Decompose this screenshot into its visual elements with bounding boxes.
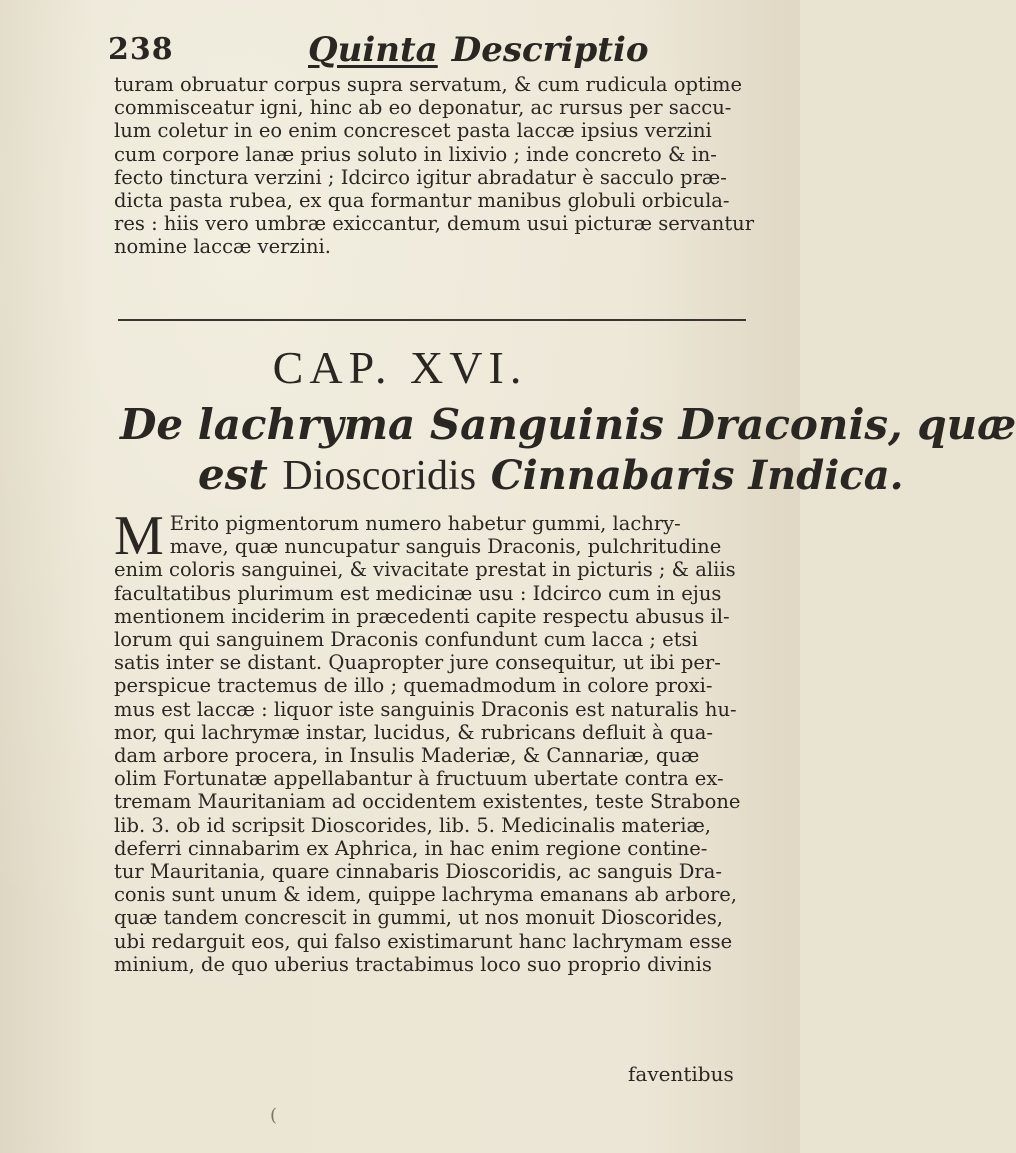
stray-mark: ( xyxy=(270,1105,278,1126)
section-title-line-2 xyxy=(114,450,904,501)
chapter-heading: CAP. XVI. xyxy=(272,342,528,393)
text-line: conis sunt unum & idem, quippe lachryma emanans ab arbore, xyxy=(114,883,738,907)
top-paragraph xyxy=(114,73,755,259)
text-line: satis inter se distant. Quapropter jure consequitur, ut ibi per- xyxy=(114,651,721,675)
text-line: facultatibus plurimum est medicinæ usu : Idcirco cum in ejus xyxy=(114,581,722,605)
main-paragraph xyxy=(114,505,750,976)
text-line: mentionem inciderim in præcedenti capite respectu abusus il- xyxy=(114,604,730,628)
text-line: Erito pigmentorum numero habetur gummi, lachry- xyxy=(169,512,681,535)
page-header xyxy=(108,30,748,70)
section-title xyxy=(114,400,1016,501)
section-title-line-1: De lachryma Sanguinis Draconis, quæ xyxy=(120,400,1016,449)
text-line: enim coloris sanguinei, & vivacitate prestat in picturis ; & aliis xyxy=(114,558,736,582)
text-line: fecto tinctura verzini ; Idcirco igitur abradatur è sacculo præ- xyxy=(114,165,727,189)
text-line: cum corpore lanæ prius soluto in lixivio ; inde concreto & in- xyxy=(114,142,717,166)
text-line: lorum qui sanguinem Draconis confundunt cum lacca ; etsi xyxy=(114,628,698,652)
text-line: res : hiis vero umbræ exiccantur, demum usui picturæ servantur xyxy=(114,212,755,236)
running-title xyxy=(308,30,649,70)
running-title-word-1: Quinta xyxy=(308,30,438,70)
text-line: ubi redarguit eos, qui falso existimarunt hanc lachrymam esse xyxy=(114,929,733,953)
text-line: perspicue tractemus de illo ; quemadmodum in colore proxi- xyxy=(114,674,713,698)
page-number: 238 xyxy=(108,32,174,67)
drop-cap-initial: M xyxy=(114,505,164,567)
text-line: tur Mauritania, quare cinnabaris Dioscoridis, ac sanguis Dra- xyxy=(114,860,722,884)
text-line: lib. 3. ob id scripsit Dioscorides, lib. 5. Medicinalis materiæ, xyxy=(114,813,711,837)
catchword: faventibus xyxy=(628,1062,734,1086)
text-line: olim Fortunatæ appellabantur à fructuum ubertate contra ex- xyxy=(114,767,724,791)
text-line: dicta pasta rubea, ex qua formantur manibus globuli orbicula- xyxy=(114,189,730,213)
text-line: lum coletur in eo enim concrescet pasta laccæ ipsius verzini xyxy=(114,119,712,143)
text-line: commisceatur igni, hinc ab eo deponatur, ac rursus per saccu- xyxy=(114,96,732,120)
section-title-cinnabaris: Cinnabaris Indica. xyxy=(490,452,904,499)
text-line: deferri cinnabarim ex Aphrica, in hac enim regione contine- xyxy=(114,836,708,860)
text-line: mave, quæ nuncupatur sanguis Draconis, pulchritudine xyxy=(169,535,722,559)
section-title-dioscoridis: Dioscoridis xyxy=(282,453,477,499)
text-line: mus est laccæ : liquor iste sanguinis Draconis est naturalis hu- xyxy=(114,697,737,721)
text-line: quæ tandem concrescit in gummi, ut nos monuit Dioscorides, xyxy=(114,906,723,930)
text-line: tremam Mauritaniam ad occidentem existentes, teste Strabone xyxy=(114,790,741,814)
text-line: minium, de quo uberius tractabimus loco suo proprio divinis xyxy=(114,952,712,976)
running-title-word-2: Descriptio xyxy=(451,30,649,70)
section-divider-rule xyxy=(118,319,746,321)
text-line: nomine laccæ verzini. xyxy=(114,235,331,259)
section-title-est: est xyxy=(198,450,268,499)
text-line: dam arbore procera, in Insulis Maderiæ, & Cannariæ, quæ xyxy=(114,744,700,768)
text-line: turam obruatur corpus supra servatum, & cum rudicula optime xyxy=(114,73,743,96)
text-line: mor, qui lachrymæ instar, lucidus, & rubricans defluit à qua- xyxy=(114,720,713,744)
